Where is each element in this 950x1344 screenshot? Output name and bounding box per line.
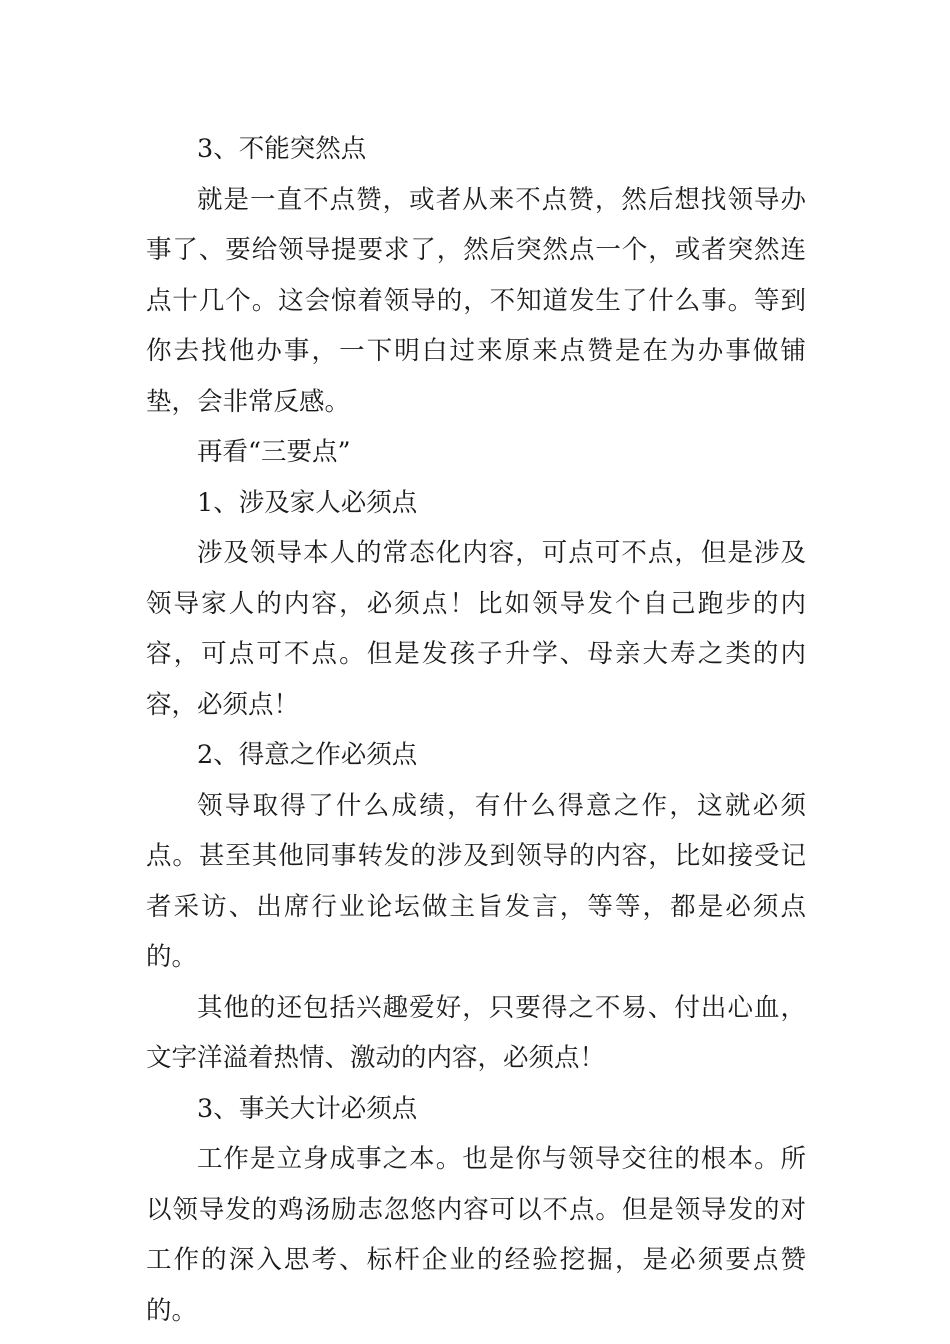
- document-body: [146, 124, 806, 1336]
- paragraph-body: 其他的还包括兴趣爱好，只要得之不易、付出心血，文字洋溢着热情、激动的内容，必须点！: [146, 992, 806, 1073]
- heading-major-matters-must-like: 3、事关大计必须点: [197, 1093, 418, 1124]
- paragraph-body: 涉及领导本人的常态化内容，可点可不点，但是涉及领导家人的内容，必须点！比如领导发个自己跑步的内容，可点可不点。但是发孩子升学、母亲大寿之类的内容，必须点！: [146, 538, 806, 720]
- heading-proud-work-must-like: 2、得意之作必须点: [197, 740, 418, 770]
- heading-cannot-suddenly-like: 3、不能突然点: [197, 134, 367, 164]
- paragraph-body: 领导取得了什么成绩，有什么得意之作，这就必须点。甚至其他同事转发的涉及到领导的内容，比如接受记者采访、出席行业论坛做主旨发言，等等，都是必须点的。: [146, 790, 806, 972]
- section-title-three-musts: 再看“三要点”: [197, 437, 351, 467]
- paragraph-body: 就是一直不点赞，或者从来不点赞，然后想找领导办事了、要给领导提要求了，然后突然点一个，或者突然连点十几个。这会惊着领导的，不知道发生了什么事。等到你去找他办事，一下明白过来原来点赞是在为办事做铺垫，会非常反感。: [146, 184, 806, 417]
- heading-family-must-like: 1、涉及家人必须点: [197, 487, 418, 518]
- paragraph-body: 工作是立身成事之本。也是你与领导交往的根本。所以领导发的鸡汤励志忽悠内容可以不点。但是领导发的对工作的深入思考、标杆企业的经验挖掘，是必须要点赞的。: [146, 1144, 806, 1326]
